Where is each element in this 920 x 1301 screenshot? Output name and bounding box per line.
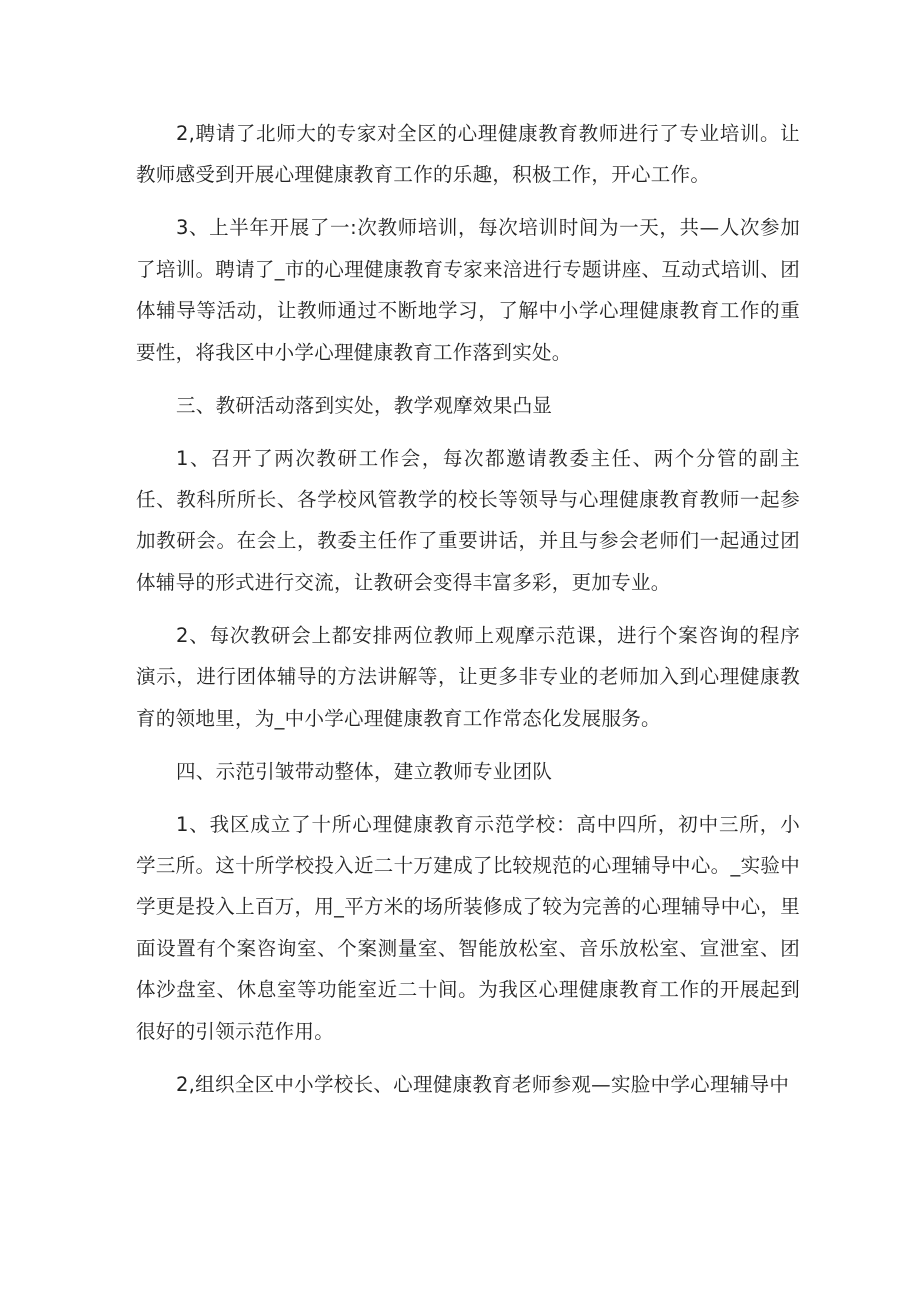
paragraph-research-meetings: 1、召开了两次教研工作会，每次都邀请教委主任、两个分管的副主任、教科所所长、各学校风管教学的校长等领导与心理健康教育教师一起参加教研会。在会上，教委主任作了重要讲话，并且与参会老师们一起通过团体辅导的形式进行交流，让教研会变得丰富多彩，更加专业。 <box>136 446 800 594</box>
section-heading-teaching-research: 三、教研活动落到实处，教学观摩效果凸显 <box>175 393 553 417</box>
paragraph-site-visit: 2,组织全区中小学校长、心理健康教育老师参观—实脸中学心理辅导中 <box>175 1072 790 1096</box>
section-heading-demo-schools: 四、示范引皱带动整体，建立教师专业团队 <box>175 759 553 783</box>
paragraph-expert-training: 2,聘请了北师大的专家对全区的心理健康教育教师进行了专业培训。让教师感受到开展心理健康教育工作的乐趣，积极工作，开心工作。 <box>136 122 800 187</box>
paragraph-demo-schools: 1、我区成立了十所心理健康教育示范学校：高中四所，初中三所，小学三所。这十所学校投入近二十万建成了比较规范的心理辅导中心。_实验中学更是投入上百万，用_平方米的场所装修成了较为完善的心理辅导中心，里面设置有个案咨询室、个案测量室、智能放松室、音乐放松室、宣泄室、团体沙盘室、休息室等功能室近二十间。为我区心理健康教育工作的开展起到很好的引领示范作用。 <box>136 812 800 1043</box>
paragraph-demo-lessons: 2、每次教研会上都安排两位教师上观摩示范课，进行个案咨询的程序演示，进行团体辅导的方法讲解等，让更多非专业的老师加入到心理健康教育的领地里，为_中小学心理健康教育工作常态化发展服务。 <box>136 623 800 730</box>
document-body <box>136 113 800 1117</box>
paragraph-teacher-training: 3、上半年开展了一:次教师培训，每次培训时间为一天，共—人次参加了培训。聘请了_市的心理健康教育专家来涪进行专题讲座、互动式培训、团体辅导等活动，让教师通过不断地学习，了解中小学心理健康教育工作的重要性，将我区中小学心理健康教育工作落到实处。 <box>136 216 800 364</box>
